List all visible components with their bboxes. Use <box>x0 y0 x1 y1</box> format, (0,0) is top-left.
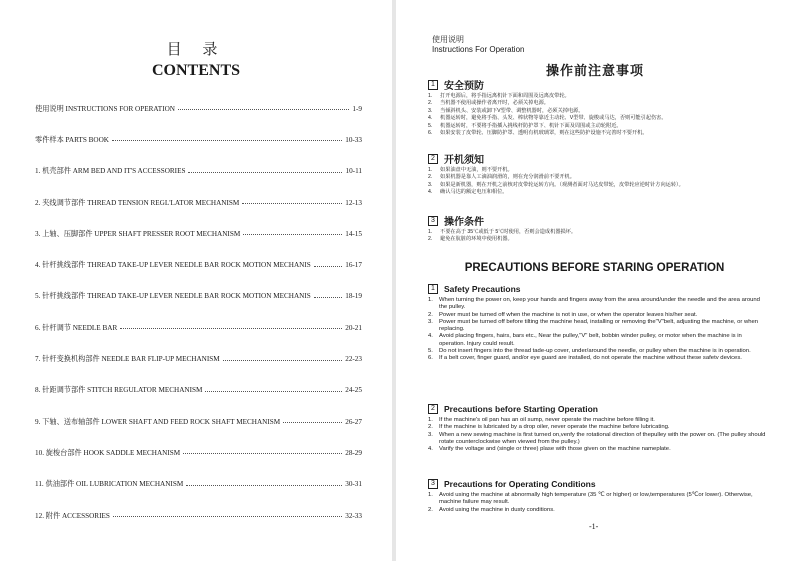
contents-title-en: CONTENTS <box>151 62 241 79</box>
item-number: 4. <box>428 115 433 122</box>
list-item <box>428 174 768 181</box>
item-text: 如果油盘中无油，则不要开机。 <box>440 167 513 173</box>
section-heading <box>428 403 768 415</box>
item-number: 2. <box>428 174 433 181</box>
contents-title-cn: 目 录 <box>166 40 226 58</box>
item-text: Varify the voltage and (single or three) plase with those given on the machine nameplate. <box>439 446 671 453</box>
toc-entry-label: 9. 下轴、送布轴部件 LOWER SHAFT AND FEED ROCK SHAFT MECHANISM <box>35 417 281 426</box>
toc-entry-page: 18-19 <box>345 292 362 301</box>
toc-entry-label: 11. 供油部件 OIL LUBRICATION MECHANISM <box>35 480 184 489</box>
item-number: 4. <box>428 446 433 453</box>
item-text: 当机器不使用或操作者离开时，必须关掉电源。 <box>440 100 549 107</box>
section-list <box>428 167 768 197</box>
toc-entry-page: 10-11 <box>345 167 362 176</box>
item-number: 2. <box>428 311 433 318</box>
page-header <box>432 35 524 55</box>
item-text: 打开电源后，将手指远离机针下面和周围及远离皮带轮。 <box>440 93 570 99</box>
toc-entry-page: 16-17 <box>345 261 362 270</box>
item-text: 如果机器是靠人工滴油润滑的，则在充分润滑前不要开机。 <box>440 174 575 181</box>
section-heading <box>428 152 768 165</box>
list-item <box>428 297 768 312</box>
en-section <box>428 283 768 363</box>
list-item <box>428 130 768 137</box>
toc-entry-page: 32-33 <box>345 511 362 520</box>
item-text: 确认马达的额定电压和相位。 <box>440 189 508 196</box>
item-number: 6. <box>428 355 433 362</box>
item-number: 1. <box>428 167 433 173</box>
toc-entry[interactable] <box>35 312 362 343</box>
toc-leader-dots <box>178 109 349 110</box>
item-text: 避免在肮脏的环境中使用机器。 <box>440 236 513 243</box>
header-cn: 使用说明 <box>432 35 464 44</box>
toc-entry-page: 1-9 <box>352 104 362 113</box>
item-text: 机器运转时，避免将手指、头发、棒状物等靠近主动轮、V型带、旋梭或马达，否则可能引起伤害。 <box>440 115 667 122</box>
left-page <box>0 0 393 561</box>
list-item <box>428 492 768 507</box>
section-list <box>428 297 768 363</box>
section-heading <box>428 478 768 490</box>
toc-leader-dots <box>183 453 342 454</box>
item-text: If a belt cover, finger guard, and/or eye guard are installed, do not operate the machine without these safetv devices. <box>439 355 742 362</box>
item-number: 3. <box>428 318 433 325</box>
list-item <box>428 236 768 243</box>
precautions-title-cn: 操作前注意事项 <box>546 64 645 79</box>
toc-leader-dots <box>188 172 342 173</box>
cn-section <box>428 152 768 197</box>
section-title: Safety Precautions <box>444 284 521 294</box>
section-number-box: 1 <box>428 80 438 90</box>
toc-entry[interactable] <box>35 469 362 500</box>
item-number: 5. <box>428 348 433 355</box>
item-number: 1. <box>428 417 433 423</box>
section-heading <box>428 78 768 91</box>
list-item <box>428 446 768 453</box>
item-number: 2. <box>428 424 433 431</box>
item-text: 机器运转时，不要将手指插入挑线杆防护罩下、机针下面及周围或主动轮附近。 <box>440 122 622 129</box>
list-item <box>428 417 768 424</box>
item-number: 2. <box>428 236 433 243</box>
toc-entry[interactable] <box>35 218 362 249</box>
item-number: 2. <box>428 506 433 513</box>
toc-entry-page: 22-23 <box>345 355 362 364</box>
toc-entry-label: 2. 夹线调节部件 THREAD TENSION REGL'LATOR MECHANISM <box>35 198 240 207</box>
toc-entry[interactable] <box>35 156 362 187</box>
toc-entry-label: 7. 针杆变换机构部件 NEEDLE BAR FLIP-UP MECHANISM <box>35 355 220 364</box>
item-number: 1. <box>428 492 433 498</box>
list-item <box>428 348 768 355</box>
toc-entry-page: 28-29 <box>345 448 362 457</box>
toc-entry-page: 24-25 <box>345 386 362 395</box>
toc-entry[interactable] <box>35 500 362 531</box>
cn-section <box>428 214 768 244</box>
item-text: When turning the power on, keep your hands and fingers away from the area around/under the needle and the area around the pulley. <box>439 297 760 311</box>
toc-entry[interactable] <box>35 437 362 468</box>
section-title: 开机须知 <box>444 155 484 166</box>
item-text: 如果安装了皮带轮、压脚防护罩、透明有机玻璃罩，则在这些防护设施不完善时不要开机。 <box>440 130 648 137</box>
toc-entry-label: 10. 旋梭台部件 HOOK SADDLE MECHANISM <box>35 448 181 457</box>
en-section <box>428 403 768 453</box>
toc-leader-dots <box>283 422 342 423</box>
toc-leader-dots <box>314 266 342 267</box>
item-number: 3. <box>428 431 433 438</box>
toc-entry-label: 1. 机壳部件 ARM BED AND IT'S ACCESSORIES <box>35 167 186 176</box>
item-text: When a new sewing machine is first turned on,venfy the rotational direction of thepulley with the power on. (The pulley should rotate counterclockwise when viewed from the pulley.) <box>439 431 766 445</box>
item-text: If the machine's oil pan has an oil sump, never operate the machine before filling it. <box>439 417 655 423</box>
toc-entry-label: 5. 针杆挑线部件 THREAD TAKE-UP LEVER NEEDLE BAR ROCK MOTION MECHANIS <box>35 292 311 301</box>
precautions-title-en: PRECAUTIONS BEFORE STARING OPERATION <box>464 262 725 274</box>
item-number: 4. <box>428 333 433 340</box>
section-title: Precautions before Starting Operation <box>444 404 598 414</box>
item-number: 1. <box>428 297 433 303</box>
item-number: 4. <box>428 189 433 196</box>
list-item <box>428 319 768 334</box>
toc-leader-dots <box>113 516 342 517</box>
list-item <box>428 189 768 196</box>
section-title: 安全预防 <box>444 81 484 92</box>
toc-entry[interactable] <box>35 406 362 437</box>
toc-entry-label: 12. 附件 ACCESSORIES <box>35 511 110 520</box>
cn-section <box>428 78 768 137</box>
section-list <box>428 229 768 244</box>
toc-entry-label: 3. 上轴、压脚部件 UPPER SHAFT PRESSER ROOT MECHANISM <box>35 229 241 238</box>
toc-leader-dots <box>242 203 342 204</box>
section-heading <box>428 214 768 227</box>
toc-entry-label: 4. 针杆挑线部件 THREAD TAKE-UP LEVER NEEDLE BAR ROCK MOTION MECHANIS <box>35 261 311 270</box>
list-item <box>428 507 768 514</box>
section-title: 操作条件 <box>444 217 484 228</box>
item-number: 2. <box>428 100 433 107</box>
item-text: Avoid using the machine in dusty conditions. <box>439 506 555 513</box>
toc-leader-dots <box>223 360 343 361</box>
list-item <box>428 312 768 319</box>
toc-leader-dots <box>314 297 342 298</box>
section-list <box>428 417 768 453</box>
toc-entry-page: 20-21 <box>345 323 362 332</box>
section-list <box>428 93 768 137</box>
list-item <box>428 432 768 447</box>
item-text: Power must be turned off when the machine is not in use, or when the operator leaves his/her seat. <box>439 311 698 318</box>
toc-entry-label: 6. 针杆调节 NEEDLE BAR <box>35 323 118 332</box>
item-text: Avoid using the machine at abnormally high temperature (35 ℃ or higher) or low,temperatures (5℃or lower). Otherwise, machine failure may result. <box>439 492 753 506</box>
item-text: 当倾斜机头、安装或卸下V型带、调整机器时，必须关掉电源。 <box>440 107 584 114</box>
toc-entry-page: 26-27 <box>345 417 362 426</box>
list-item <box>428 100 768 107</box>
item-text: Power must be turned off before tilting the machine head, installing or removing the"V"belt, adjusting the machine, or when replacing. <box>439 318 759 333</box>
list-item <box>428 333 768 348</box>
item-number: 3. <box>428 107 433 114</box>
section-title: Precautions for Operating Conditions <box>444 479 596 489</box>
item-number: 1. <box>428 229 433 235</box>
toc-entry-label: 8. 针距调节部件 STITCH REGULATOR MECHANISM <box>35 386 203 395</box>
item-text: Do not insert fingers into the thread tade-up cover, under/around the needle, or pulley when the machine is in operation. <box>439 348 751 355</box>
item-text: 不要在高于 35℃或低于 5℃时使用，否则会造成机器损坏。 <box>440 229 577 235</box>
toc-leader-dots <box>120 328 342 329</box>
toc-leader-dots <box>243 234 342 235</box>
section-number-box: 1 <box>428 284 438 294</box>
toc-leader-dots <box>112 140 342 141</box>
toc-entry-page: 10-33 <box>345 135 362 144</box>
item-number: 5. <box>428 122 433 129</box>
section-list <box>428 492 768 514</box>
toc-entry-page: 14-15 <box>345 229 362 238</box>
item-number: 1. <box>428 93 433 99</box>
toc-entry-label: 零件样本 PARTS BOOK <box>35 135 109 144</box>
section-number-box: 2 <box>428 154 438 164</box>
item-number: 6. <box>428 130 433 137</box>
item-text: 如果是新机器，则在开机之前核对皮带轮运转方向。（观测者面对马达皮带轮，皮带轮应逆时针方向运转）。 <box>440 181 684 188</box>
list-item <box>428 355 768 362</box>
section-heading <box>428 283 768 295</box>
item-number: 3. <box>428 181 433 188</box>
toc-entry[interactable] <box>35 93 362 124</box>
list-item <box>428 115 768 122</box>
toc-entry[interactable] <box>35 124 362 155</box>
toc-entry-label: 使用说明 INSTRUCTIONS FOR OPERATION <box>35 104 175 113</box>
section-number-box: 2 <box>428 404 438 414</box>
toc-entry[interactable] <box>35 375 362 406</box>
section-number-box: 3 <box>428 479 438 489</box>
item-text: If the machine is lubricated by a drop oiler, never operate the machine before lubricating. <box>439 424 670 431</box>
toc-entry[interactable] <box>35 249 362 280</box>
en-section <box>428 478 768 514</box>
toc-entry-page: 30-31 <box>345 480 362 489</box>
item-text: Avoid placing fingers, hairs, bars etc., Near the pulley,"V" belt, bobbin winder pulley, or motor when the machine is in operation. Injury could result. <box>439 333 742 347</box>
toc-leader-dots <box>186 485 342 486</box>
toc-entry[interactable] <box>35 281 362 312</box>
section-number-box: 3 <box>428 216 438 226</box>
list-item <box>428 424 768 431</box>
toc-entry-page: 12-13 <box>345 198 362 207</box>
header-en: Instructions For Operation <box>432 45 525 54</box>
table-of-contents <box>35 93 362 531</box>
page-number: -1- <box>589 522 599 531</box>
list-item <box>428 123 768 130</box>
toc-entry[interactable] <box>35 343 362 374</box>
toc-entry[interactable] <box>35 187 362 218</box>
toc-leader-dots <box>205 391 342 392</box>
